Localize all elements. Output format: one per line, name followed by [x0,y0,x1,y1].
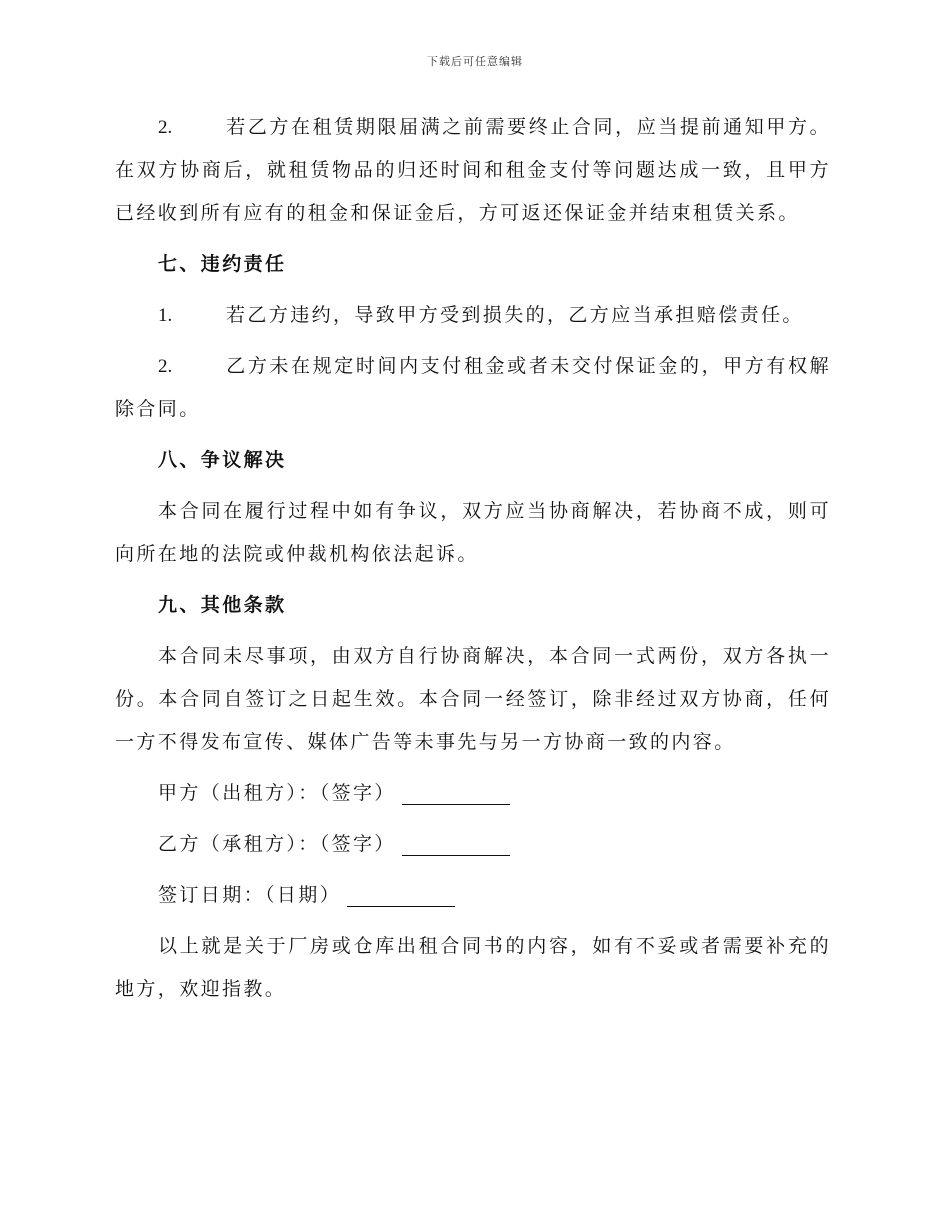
closing-text: 以上就是关于厂房或仓库出租合同书的内容，如有不妥或者需要补充的地方，欢迎指教。 [115,935,831,1000]
signature-line [402,784,510,805]
item-number: 1. [158,305,173,326]
document-body [115,106,831,1019]
signature-label: 乙方（承租方）：（签字） [158,833,396,855]
item-number: 2. [158,117,173,138]
item-text: 若乙方在租赁期限届满之前需要终止合同，应当提前通知甲方。在双方协商后，就租赁物品的归还时间和租金支付等问题达成一致，且甲方已经收到所有应有的租金和保证金后，方可返还保证金并结束租赁关系。 [115,116,831,224]
clause-eight-text: 本合同在履行过程中如有争议，双方应当协商解决，若协商不成，则可向所在地的法院或仲裁机构依法起诉。 [115,500,831,565]
signing-date [115,874,831,917]
clause-nine-text: 本合同未尽事项，由双方自行协商解决，本合同一式两份，双方各执一份。本合同自签订之日起生效。本合同一经签订，除非经过双方协商，任何一方不得发布宣传、媒体广告等未事先与另一方协商一致的内容。 [115,645,831,753]
section-heading-eight: 八、争议解决 [158,449,287,471]
item-number: 2. [158,356,173,377]
signature-party-b [115,823,831,866]
signature-line [402,835,510,856]
section-heading-nine: 九、其他条款 [158,594,287,616]
clause-six-item-2 [115,106,831,235]
section-heading-seven: 七、违约责任 [158,253,287,275]
signature-party-a [115,772,831,815]
item-text: 乙方未在规定时间内支付租金或者未交付保证金的，甲方有权解除合同。 [115,355,831,420]
page-header-note: 下载后可任意编辑 [427,55,523,68]
date-label: 签订日期：（日期） [158,884,342,906]
clause-seven-item-2 [115,345,831,431]
signature-label: 甲方（出租方）：（签字） [158,782,396,804]
date-line [347,886,455,907]
item-text: 若乙方违约，导致甲方受到损失的，乙方应当承担赔偿责任。 [226,304,804,326]
clause-seven-item-1 [115,294,831,337]
